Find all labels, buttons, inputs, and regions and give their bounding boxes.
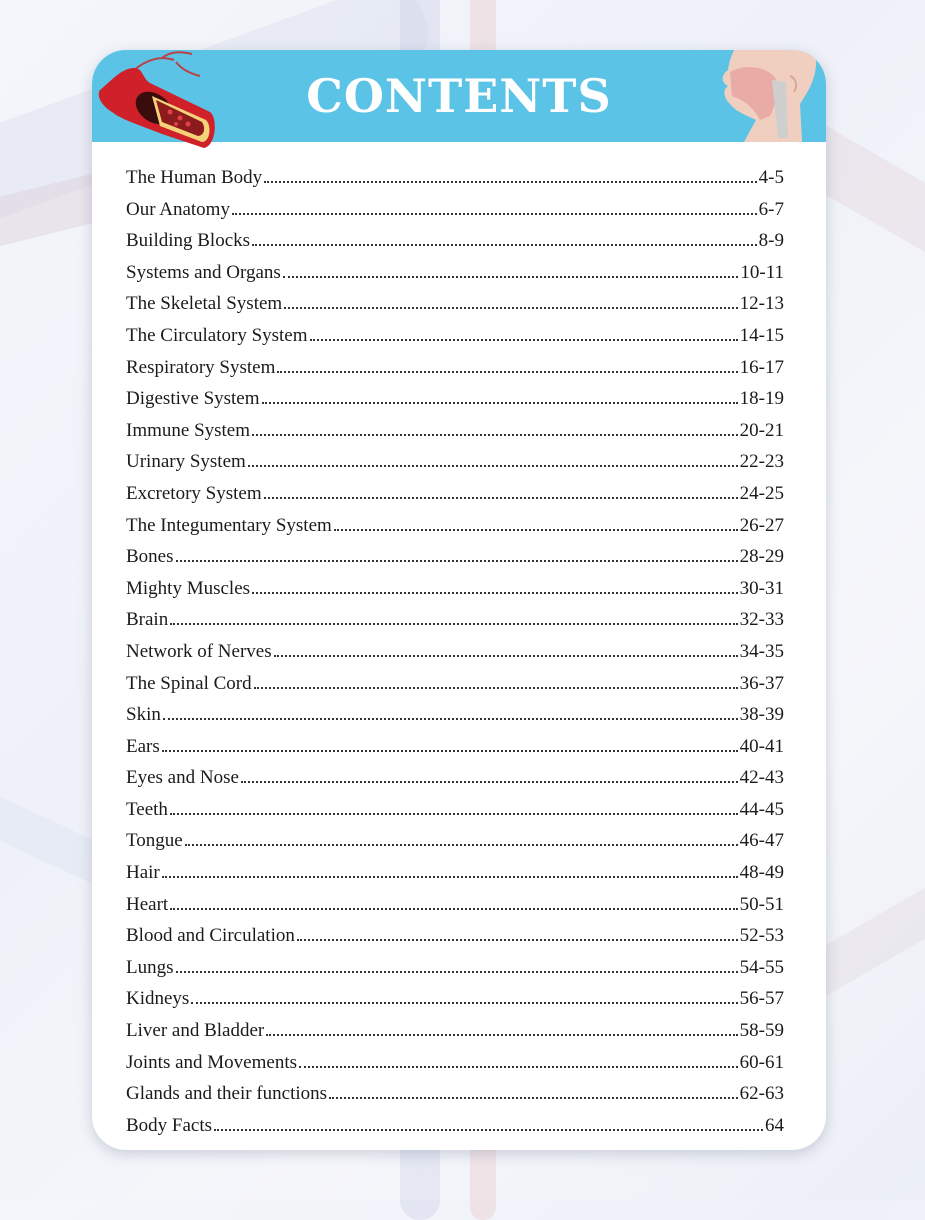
dot-leader xyxy=(274,636,738,657)
toc-entry-title: The Integumentary System xyxy=(126,514,332,536)
toc-entry-pages: 6-7 xyxy=(758,198,784,220)
toc-entry-title: Digestive System xyxy=(126,388,260,410)
toc-entry-title: Respiratory System xyxy=(126,356,276,378)
dot-leader xyxy=(266,1015,737,1036)
toc-entry[interactable] xyxy=(126,762,784,794)
dot-leader xyxy=(252,573,738,594)
toc-entry-title: Kidneys xyxy=(126,988,190,1010)
toc-entry-title: Excretory System xyxy=(126,482,262,504)
toc-entry-pages: 54-55 xyxy=(739,956,784,978)
toc-entry[interactable] xyxy=(126,1047,784,1079)
toc-entry-title: Immune System xyxy=(126,419,251,441)
dot-leader xyxy=(254,668,738,689)
toc-entry-pages: 36-37 xyxy=(739,672,784,694)
toc-entry[interactable] xyxy=(126,889,784,921)
toc-entry-title: The Spinal Cord xyxy=(126,672,252,694)
toc-entry[interactable] xyxy=(126,794,784,826)
dot-leader xyxy=(252,415,738,436)
dot-leader xyxy=(232,194,757,215)
toc-entry-pages: 50-51 xyxy=(739,893,784,915)
head-anatomy-icon xyxy=(714,50,826,142)
dot-leader xyxy=(262,383,738,404)
dot-leader xyxy=(163,699,738,720)
dot-leader xyxy=(297,920,738,941)
toc-entry-pages: 16-17 xyxy=(739,356,784,378)
dot-leader xyxy=(264,478,738,499)
toc-entry-pages: 30-31 xyxy=(739,577,784,599)
toc-entry[interactable] xyxy=(126,288,784,320)
toc-entry-pages: 4-5 xyxy=(758,167,784,188)
toc-entry[interactable] xyxy=(126,257,784,289)
toc-entry-title: Urinary System xyxy=(126,451,246,473)
toc-entry[interactable] xyxy=(126,352,784,384)
toc-entry[interactable] xyxy=(126,983,784,1015)
toc-entry[interactable] xyxy=(126,573,784,605)
dot-leader xyxy=(176,541,738,562)
page-title: CONTENTS xyxy=(306,69,612,123)
toc-entry-title: Mighty Muscles xyxy=(126,577,251,599)
toc-entry[interactable] xyxy=(126,162,784,194)
toc-entry-pages: 58-59 xyxy=(739,1020,784,1042)
toc-entry[interactable] xyxy=(126,320,784,352)
contents-card xyxy=(92,50,826,1150)
toc-entry-pages: 52-53 xyxy=(739,925,784,947)
toc-entry-pages: 12-13 xyxy=(739,293,784,315)
dot-leader xyxy=(185,825,738,846)
toc-entry-pages: 42-43 xyxy=(739,767,784,789)
toc-entry-title: Skin xyxy=(126,704,161,726)
toc-entry[interactable] xyxy=(126,636,784,668)
toc-entry[interactable] xyxy=(126,731,784,763)
dot-leader xyxy=(252,225,757,246)
toc-entry[interactable] xyxy=(126,1015,784,1047)
dot-leader xyxy=(284,288,737,309)
toc-entry-pages: 20-21 xyxy=(739,419,784,441)
toc-entry-title: Glands and their functions xyxy=(126,1083,328,1105)
toc-entry[interactable] xyxy=(126,920,784,952)
dot-leader xyxy=(299,1047,738,1068)
toc-entry[interactable] xyxy=(126,225,784,257)
toc-entry-title: Tongue xyxy=(126,830,183,852)
toc-entry-title: Our Anatomy xyxy=(126,198,230,220)
toc-entry[interactable] xyxy=(126,952,784,984)
toc-entry-title: Systems and Organs xyxy=(126,261,281,283)
toc-entry-pages: 56-57 xyxy=(739,988,784,1010)
dot-leader xyxy=(214,1110,763,1131)
toc-entry[interactable] xyxy=(126,510,784,542)
dot-leader xyxy=(334,510,738,531)
toc-entry-pages: 14-15 xyxy=(739,324,784,346)
toc-entry-pages: 40-41 xyxy=(739,735,784,757)
toc-entry-title: Network of Nerves xyxy=(126,640,272,662)
toc-entry-title: The Human Body xyxy=(126,167,263,188)
contents-header xyxy=(92,50,826,142)
toc-entry-title: Building Blocks xyxy=(126,230,251,252)
toc-entry[interactable] xyxy=(126,478,784,510)
toc-entry-title: Teeth xyxy=(126,798,168,820)
toc-entry[interactable] xyxy=(126,415,784,447)
toc-entry-title: Eyes and Nose xyxy=(126,767,239,789)
toc-entry-pages: 32-33 xyxy=(739,609,784,631)
toc-entry-pages: 10-11 xyxy=(740,261,784,283)
dot-leader xyxy=(170,794,738,815)
toc-entry-title: Body Facts xyxy=(126,1114,213,1136)
toc-entry-pages: 44-45 xyxy=(739,798,784,820)
dot-leader xyxy=(162,731,738,752)
toc-entry-title: Joints and Movements xyxy=(126,1051,297,1073)
toc-entry-title: The Circulatory System xyxy=(126,324,308,346)
toc-entry[interactable] xyxy=(126,825,784,857)
toc-entry[interactable] xyxy=(126,1110,784,1142)
dot-leader xyxy=(310,320,738,341)
dot-leader xyxy=(162,857,738,878)
toc-entry[interactable] xyxy=(126,194,784,226)
toc-entry-title: Lungs xyxy=(126,956,174,978)
toc-entry-pages: 60-61 xyxy=(739,1051,784,1073)
toc-entry-pages: 48-49 xyxy=(739,862,784,884)
dot-leader xyxy=(283,257,739,278)
dot-leader xyxy=(191,983,737,1004)
dot-leader xyxy=(248,446,738,467)
toc-entry-pages: 46-47 xyxy=(739,830,784,852)
toc-entry-pages: 28-29 xyxy=(739,546,784,568)
table-of-contents xyxy=(126,162,784,1141)
toc-entry-title: Hair xyxy=(126,862,160,884)
toc-entry-pages: 26-27 xyxy=(739,514,784,536)
toc-entry-pages: 64 xyxy=(765,1114,784,1136)
toc-entry[interactable] xyxy=(126,446,784,478)
toc-entry[interactable] xyxy=(126,857,784,889)
toc-entry[interactable] xyxy=(126,699,784,731)
dot-leader xyxy=(329,1078,738,1099)
toc-entry[interactable] xyxy=(126,1078,784,1110)
toc-entry-pages: 22-23 xyxy=(739,451,784,473)
dot-leader xyxy=(176,952,738,973)
dot-leader xyxy=(277,352,737,373)
toc-entry-title: Liver and Bladder xyxy=(126,1020,265,1042)
toc-entry-title: Blood and Circulation xyxy=(126,925,295,947)
toc-entry[interactable] xyxy=(126,668,784,700)
toc-entry-pages: 24-25 xyxy=(739,482,784,504)
toc-entry-pages: 38-39 xyxy=(739,704,784,726)
toc-entry-title: Bones xyxy=(126,546,174,568)
toc-entry-title: Brain xyxy=(126,609,169,631)
toc-entry-pages: 8-9 xyxy=(758,230,784,252)
toc-entry-title: Ears xyxy=(126,735,160,757)
toc-entry[interactable] xyxy=(126,604,784,636)
toc-entry[interactable] xyxy=(126,383,784,415)
toc-entry-pages: 62-63 xyxy=(739,1083,784,1105)
toc-entry-title: The Skeletal System xyxy=(126,293,283,315)
dot-leader xyxy=(241,762,738,783)
toc-entry-pages: 18-19 xyxy=(739,388,784,410)
toc-entry-title: Heart xyxy=(126,893,169,915)
dot-leader xyxy=(170,604,737,625)
dot-leader xyxy=(170,889,737,910)
toc-entry-pages: 34-35 xyxy=(739,640,784,662)
toc-entry[interactable] xyxy=(126,541,784,573)
dot-leader xyxy=(264,162,757,183)
